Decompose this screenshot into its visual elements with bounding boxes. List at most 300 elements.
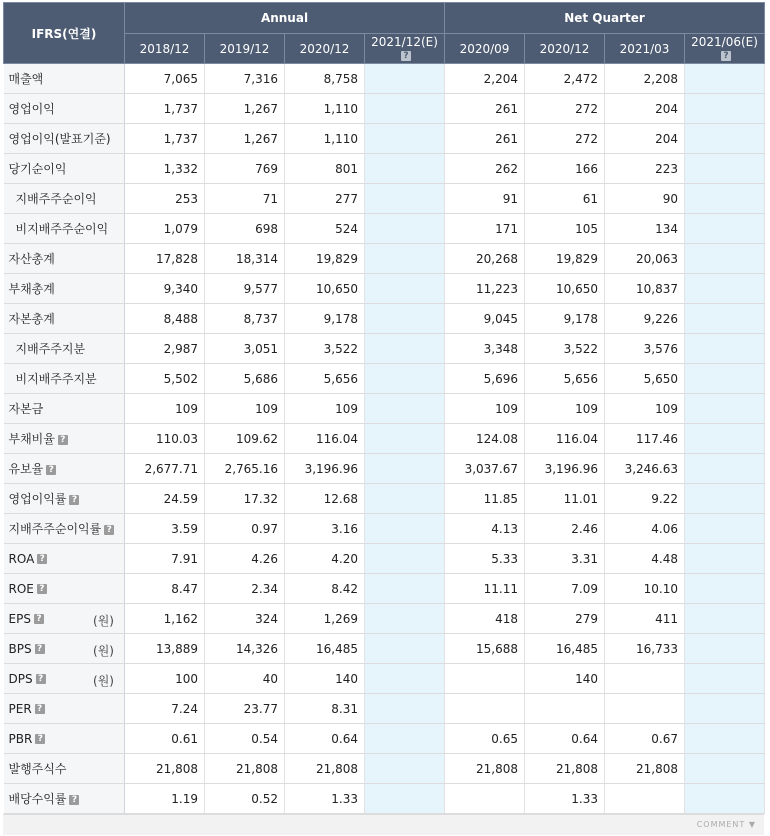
- value-cell: 109.62: [205, 424, 285, 454]
- period-header: 2020/12: [285, 34, 365, 64]
- row-label[interactable]: [4, 514, 125, 544]
- table-row: [4, 244, 765, 274]
- value-cell: [445, 784, 525, 814]
- value-cell: [365, 724, 445, 754]
- row-label-text: 비지배주주지분: [15, 372, 97, 386]
- row-label-text: 당기순이익: [8, 162, 67, 176]
- value-cell: 7.24: [125, 694, 205, 724]
- help-icon[interactable]: ?: [401, 51, 411, 61]
- table-row: [4, 454, 765, 484]
- row-label[interactable]: [4, 694, 125, 724]
- value-cell: 418: [445, 604, 525, 634]
- value-cell: 4.06: [605, 514, 685, 544]
- value-cell: 124.08: [445, 424, 525, 454]
- value-cell: [365, 394, 445, 424]
- value-cell: 3,246.63: [605, 454, 685, 484]
- value-cell: 3,522: [285, 334, 365, 364]
- value-cell: 1,110: [285, 94, 365, 124]
- value-cell: 7.09: [525, 574, 605, 604]
- value-cell: 15,688: [445, 634, 525, 664]
- value-cell: 12.68: [285, 484, 365, 514]
- row-label: [4, 64, 125, 94]
- value-cell: 5,656: [525, 364, 605, 394]
- help-icon[interactable]: ?: [35, 734, 45, 744]
- row-label[interactable]: [4, 454, 125, 484]
- table-row: [4, 424, 765, 454]
- value-cell: 3.31: [525, 544, 605, 574]
- value-cell: 17.32: [205, 484, 285, 514]
- value-cell: [685, 544, 765, 574]
- value-cell: 204: [605, 94, 685, 124]
- value-cell: 261: [445, 94, 525, 124]
- row-label[interactable]: [4, 544, 125, 574]
- value-cell: 0.54: [205, 724, 285, 754]
- help-icon[interactable]: ?: [69, 495, 79, 505]
- row-label-text: ROE: [8, 581, 34, 596]
- value-cell: 2.34: [205, 574, 285, 604]
- period-header: 2018/12: [125, 34, 205, 64]
- table-row: [4, 694, 765, 724]
- row-label-text: 지배주주지분: [15, 342, 86, 356]
- row-label[interactable]: [4, 604, 125, 634]
- table-row: [4, 574, 765, 604]
- value-cell: 0.97: [205, 514, 285, 544]
- value-cell: [365, 694, 445, 724]
- value-cell: 10,650: [285, 274, 365, 304]
- value-cell: 5,502: [125, 364, 205, 394]
- value-cell: 1.33: [525, 784, 605, 814]
- value-cell: [605, 664, 685, 694]
- value-cell: 5,650: [605, 364, 685, 394]
- value-cell: [685, 214, 765, 244]
- value-cell: 3.59: [125, 514, 205, 544]
- value-cell: 116.04: [285, 424, 365, 454]
- value-cell: 261: [445, 124, 525, 154]
- value-cell: [685, 724, 765, 754]
- value-cell: 524: [285, 214, 365, 244]
- period-header: 2019/12: [205, 34, 285, 64]
- value-cell: [605, 784, 685, 814]
- value-cell: 272: [525, 94, 605, 124]
- value-cell: 262: [445, 154, 525, 184]
- value-cell: 3,037.67: [445, 454, 525, 484]
- value-cell: 698: [205, 214, 285, 244]
- row-label-text: ROA: [8, 551, 35, 566]
- unit-label: (원): [93, 674, 114, 688]
- value-cell: 8.47: [125, 574, 205, 604]
- value-cell: 11.11: [445, 574, 525, 604]
- value-cell: 1.19: [125, 784, 205, 814]
- value-cell: 134: [605, 214, 685, 244]
- value-cell: 1,162: [125, 604, 205, 634]
- value-cell: [525, 694, 605, 724]
- value-cell: 19,829: [525, 244, 605, 274]
- value-cell: [365, 664, 445, 694]
- value-cell: 19,829: [285, 244, 365, 274]
- value-cell: 7,065: [125, 64, 205, 94]
- value-cell: 71: [205, 184, 285, 214]
- value-cell: 11.85: [445, 484, 525, 514]
- value-cell: 17,828: [125, 244, 205, 274]
- help-icon[interactable]: ?: [721, 51, 731, 61]
- value-cell: 16,485: [525, 634, 605, 664]
- value-cell: 21,808: [605, 754, 685, 784]
- value-cell: 277: [285, 184, 365, 214]
- period-header: 2021/03: [605, 34, 685, 64]
- help-icon[interactable]: ?: [34, 614, 44, 624]
- value-cell: [365, 424, 445, 454]
- value-cell: 166: [525, 154, 605, 184]
- value-cell: 3,576: [605, 334, 685, 364]
- table-row: [4, 124, 765, 154]
- value-cell: 140: [285, 664, 365, 694]
- row-label: [4, 274, 125, 304]
- value-cell: 109: [125, 394, 205, 424]
- value-cell: [685, 424, 765, 454]
- annual-header: Annual: [125, 3, 445, 34]
- value-cell: 223: [605, 154, 685, 184]
- value-cell: [685, 454, 765, 484]
- row-label-text: EPS: [8, 611, 31, 626]
- help-icon[interactable]: ?: [58, 435, 68, 445]
- help-icon[interactable]: ?: [104, 525, 114, 535]
- table-row: [4, 754, 765, 784]
- value-cell: [365, 634, 445, 664]
- table-row: [4, 634, 765, 664]
- value-cell: 5,686: [205, 364, 285, 394]
- table-row: [4, 604, 765, 634]
- value-cell: 110.03: [125, 424, 205, 454]
- value-cell: [685, 184, 765, 214]
- net-quarter-header: Net Quarter: [445, 3, 765, 34]
- value-cell: [365, 604, 445, 634]
- value-cell: [605, 694, 685, 724]
- value-cell: 5.33: [445, 544, 525, 574]
- value-cell: [365, 154, 445, 184]
- value-cell: 253: [125, 184, 205, 214]
- value-cell: 109: [525, 394, 605, 424]
- period-header-estimate[interactable]: 2021/06(E)?: [685, 34, 765, 64]
- help-icon[interactable]: ?: [36, 674, 46, 684]
- row-label[interactable]: [4, 664, 125, 694]
- value-cell: [365, 244, 445, 274]
- value-cell: 61: [525, 184, 605, 214]
- value-cell: 3,348: [445, 334, 525, 364]
- row-label: [4, 244, 125, 274]
- value-cell: [685, 784, 765, 814]
- row-label: [4, 94, 125, 124]
- unit-label: (원): [93, 614, 114, 628]
- help-icon[interactable]: ?: [37, 584, 47, 594]
- value-cell: 9.22: [605, 484, 685, 514]
- value-cell: 0.65: [445, 724, 525, 754]
- value-cell: [365, 484, 445, 514]
- row-label-text: DPS: [8, 671, 33, 686]
- value-cell: 21,808: [285, 754, 365, 784]
- value-cell: [685, 574, 765, 604]
- value-cell: [685, 94, 765, 124]
- value-cell: 90: [605, 184, 685, 214]
- comment-toggle[interactable]: COMMENT ▼: [696, 820, 756, 829]
- value-cell: 91: [445, 184, 525, 214]
- table-row: [4, 484, 765, 514]
- value-cell: 7,316: [205, 64, 285, 94]
- row-label: [4, 364, 125, 394]
- value-cell: [365, 514, 445, 544]
- value-cell: 21,808: [445, 754, 525, 784]
- table-row: [4, 274, 765, 304]
- value-cell: 109: [285, 394, 365, 424]
- row-label[interactable]: [4, 724, 125, 754]
- value-cell: [365, 124, 445, 154]
- table-row: [4, 784, 765, 814]
- row-label[interactable]: [4, 424, 125, 454]
- table-row: [4, 514, 765, 544]
- row-label-text: 지배주주순이익률: [8, 522, 102, 536]
- row-label-text: 영업이익: [8, 102, 55, 116]
- value-cell: 8,737: [205, 304, 285, 334]
- row-label[interactable]: [4, 784, 125, 814]
- value-cell: 100: [125, 664, 205, 694]
- value-cell: 2,765.16: [205, 454, 285, 484]
- value-cell: 117.46: [605, 424, 685, 454]
- value-cell: 10,837: [605, 274, 685, 304]
- value-cell: 16,733: [605, 634, 685, 664]
- row-label-text: 발행주식수: [8, 762, 67, 776]
- value-cell: 109: [205, 394, 285, 424]
- table-row: [4, 64, 765, 94]
- period-header: 2020/12: [525, 34, 605, 64]
- value-cell: 1,267: [205, 124, 285, 154]
- value-cell: 21,808: [205, 754, 285, 784]
- value-cell: 4.20: [285, 544, 365, 574]
- ifrs-header: IFRS(연결): [4, 3, 125, 64]
- value-cell: [685, 694, 765, 724]
- value-cell: [685, 514, 765, 544]
- row-label-text: 영업이익률: [8, 492, 67, 506]
- value-cell: [685, 664, 765, 694]
- value-cell: 9,340: [125, 274, 205, 304]
- value-cell: 3,051: [205, 334, 285, 364]
- value-cell: 5,656: [285, 364, 365, 394]
- table-row: [4, 724, 765, 754]
- table-row: [4, 394, 765, 424]
- value-cell: 2,204: [445, 64, 525, 94]
- row-label-text: 매출액: [8, 72, 44, 86]
- table-row: [4, 214, 765, 244]
- value-cell: [685, 334, 765, 364]
- row-label: [4, 304, 125, 334]
- help-icon[interactable]: ?: [46, 465, 56, 475]
- value-cell: 1,269: [285, 604, 365, 634]
- value-cell: 23.77: [205, 694, 285, 724]
- value-cell: 2.46: [525, 514, 605, 544]
- value-cell: [685, 394, 765, 424]
- value-cell: 9,226: [605, 304, 685, 334]
- row-label: [4, 754, 125, 784]
- value-cell: 105: [525, 214, 605, 244]
- value-cell: 109: [445, 394, 525, 424]
- row-label-text: PER: [8, 701, 32, 716]
- value-cell: [445, 664, 525, 694]
- value-cell: 8,758: [285, 64, 365, 94]
- value-cell: 411: [605, 604, 685, 634]
- value-cell: 272: [525, 124, 605, 154]
- table-row: [4, 544, 765, 574]
- value-cell: 11,223: [445, 274, 525, 304]
- value-cell: 9,577: [205, 274, 285, 304]
- value-cell: 1,737: [125, 94, 205, 124]
- row-label-text: 부채비율: [8, 432, 55, 446]
- row-label: [4, 334, 125, 364]
- value-cell: 3.16: [285, 514, 365, 544]
- value-cell: 0.52: [205, 784, 285, 814]
- row-label-text: 배당수익률: [8, 792, 67, 806]
- row-label-text: 자본금: [8, 402, 44, 416]
- value-cell: [365, 184, 445, 214]
- value-cell: 324: [205, 604, 285, 634]
- help-icon[interactable]: ?: [35, 704, 45, 714]
- row-label-text: BPS: [8, 641, 32, 656]
- table-row: [4, 334, 765, 364]
- row-label[interactable]: [4, 484, 125, 514]
- value-cell: 1,079: [125, 214, 205, 244]
- value-cell: 4.48: [605, 544, 685, 574]
- table-row: [4, 184, 765, 214]
- value-cell: 9,178: [285, 304, 365, 334]
- value-cell: [365, 754, 445, 784]
- value-cell: 8,488: [125, 304, 205, 334]
- row-label-text: 비지배주주순이익: [15, 222, 109, 236]
- value-cell: [445, 694, 525, 724]
- row-label: [4, 124, 125, 154]
- value-cell: [685, 604, 765, 634]
- help-icon[interactable]: ?: [35, 644, 45, 654]
- value-cell: [365, 544, 445, 574]
- value-cell: 14,326: [205, 634, 285, 664]
- value-cell: 3,522: [525, 334, 605, 364]
- value-cell: [685, 244, 765, 274]
- value-cell: [685, 484, 765, 514]
- row-label[interactable]: [4, 574, 125, 604]
- value-cell: [685, 124, 765, 154]
- value-cell: 2,472: [525, 64, 605, 94]
- value-cell: 2,677.71: [125, 454, 205, 484]
- comment-bar[interactable]: [3, 814, 764, 835]
- value-cell: 21,808: [525, 754, 605, 784]
- row-label[interactable]: [4, 634, 125, 664]
- value-cell: 11.01: [525, 484, 605, 514]
- value-cell: [365, 784, 445, 814]
- table-row: [4, 154, 765, 184]
- value-cell: 1,332: [125, 154, 205, 184]
- help-icon[interactable]: ?: [37, 554, 47, 564]
- row-label-text: 자본총계: [8, 312, 55, 326]
- value-cell: 1,267: [205, 94, 285, 124]
- row-label-text: 지배주주순이익: [15, 192, 97, 206]
- value-cell: 8.42: [285, 574, 365, 604]
- value-cell: 769: [205, 154, 285, 184]
- table-row: [4, 664, 765, 694]
- value-cell: [685, 64, 765, 94]
- value-cell: 18,314: [205, 244, 285, 274]
- table-row: [4, 304, 765, 334]
- value-cell: 0.67: [605, 724, 685, 754]
- value-cell: 8.31: [285, 694, 365, 724]
- value-cell: 3,196.96: [525, 454, 605, 484]
- value-cell: 10.10: [605, 574, 685, 604]
- value-cell: [685, 274, 765, 304]
- value-cell: [685, 364, 765, 394]
- unit-label: (원): [93, 644, 114, 658]
- value-cell: [365, 364, 445, 394]
- value-cell: 1,110: [285, 124, 365, 154]
- row-label-text: 부채총계: [8, 282, 55, 296]
- value-cell: 16,485: [285, 634, 365, 664]
- period-header-estimate[interactable]: 2021/12(E)?: [365, 34, 445, 64]
- value-cell: [685, 754, 765, 784]
- value-cell: 3,196.96: [285, 454, 365, 484]
- table-row: [4, 94, 765, 124]
- financial-summary-table: [3, 2, 765, 814]
- value-cell: 801: [285, 154, 365, 184]
- value-cell: [685, 304, 765, 334]
- row-label-text: PBR: [8, 731, 33, 746]
- value-cell: 40: [205, 664, 285, 694]
- value-cell: 7.91: [125, 544, 205, 574]
- row-label: [4, 394, 125, 424]
- value-cell: [365, 94, 445, 124]
- row-label: [4, 154, 125, 184]
- value-cell: [365, 334, 445, 364]
- value-cell: 24.59: [125, 484, 205, 514]
- value-cell: 20,063: [605, 244, 685, 274]
- value-cell: 13,889: [125, 634, 205, 664]
- value-cell: 9,178: [525, 304, 605, 334]
- value-cell: 4.26: [205, 544, 285, 574]
- value-cell: [685, 634, 765, 664]
- value-cell: 5,696: [445, 364, 525, 394]
- value-cell: 1.33: [285, 784, 365, 814]
- value-cell: 0.64: [525, 724, 605, 754]
- help-icon[interactable]: ?: [69, 795, 79, 805]
- value-cell: [365, 214, 445, 244]
- value-cell: 10,650: [525, 274, 605, 304]
- value-cell: [365, 64, 445, 94]
- row-label-text: 유보율: [8, 462, 44, 476]
- row-label-text: 영업이익(발표기준): [8, 132, 111, 146]
- value-cell: 21,808: [125, 754, 205, 784]
- value-cell: [365, 454, 445, 484]
- value-cell: 4.13: [445, 514, 525, 544]
- value-cell: 116.04: [525, 424, 605, 454]
- value-cell: 140: [525, 664, 605, 694]
- value-cell: [365, 574, 445, 604]
- value-cell: 2,208: [605, 64, 685, 94]
- value-cell: [365, 274, 445, 304]
- value-cell: [685, 154, 765, 184]
- value-cell: 20,268: [445, 244, 525, 274]
- value-cell: 0.64: [285, 724, 365, 754]
- value-cell: 9,045: [445, 304, 525, 334]
- table-row: [4, 364, 765, 394]
- value-cell: 279: [525, 604, 605, 634]
- value-cell: 2,987: [125, 334, 205, 364]
- row-label-text: 자산총계: [8, 252, 55, 266]
- value-cell: 109: [605, 394, 685, 424]
- value-cell: 204: [605, 124, 685, 154]
- value-cell: 171: [445, 214, 525, 244]
